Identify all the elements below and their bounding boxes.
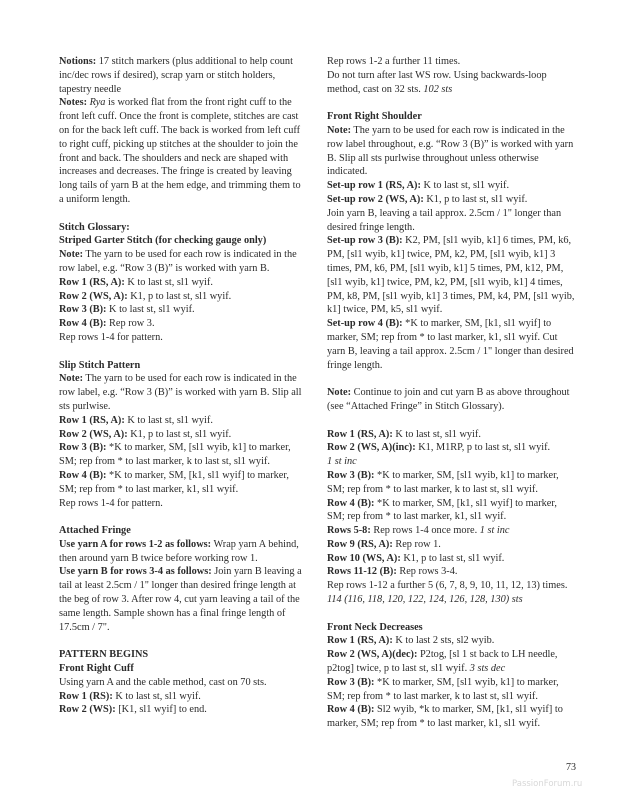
row-text: K to last 2 sts, sl2 wyib. xyxy=(392,635,495,647)
garter-row-2 xyxy=(59,290,303,304)
row-label: Row 2 (WS): xyxy=(59,704,116,716)
row-text: Rep rows 3-4. xyxy=(396,566,458,578)
stitch-count: 114 (116, 118, 120, 122, 124, 126, 128, 130) sts xyxy=(327,594,523,606)
notes-label: Notes: xyxy=(59,97,88,109)
no-turn-text: Do not turn after last WS row. Using backwards-loop method, cast on 32 sts. xyxy=(327,69,547,95)
note-text: The yarn to be used for each row is indicated in the row label throughout, e.g. “Row 3 (B)” is worked with yarn B. Slip all sts purlwise throughout unless otherwise indicated. xyxy=(327,124,574,178)
shoulder-rows-11-12 xyxy=(327,565,577,579)
fringe-yarn-b xyxy=(59,565,303,634)
notions-label: Notions: xyxy=(59,56,97,67)
slip-repeat: Rep rows 1-4 for pattern. xyxy=(59,497,163,509)
note-text: The yarn to be used for each row is indicated in the row label, e.g. “Row 3 (B)” is worked with yarn B. Slip all sts purlwise. xyxy=(59,373,302,412)
setup-row-3 xyxy=(327,234,577,317)
garter-repeat: Rep rows 1-4 for pattern. xyxy=(59,331,163,343)
row-text: [K1, sl1 wyif] to end. xyxy=(115,704,207,716)
shoulder-row-10 xyxy=(327,552,577,566)
page-number: 73 xyxy=(566,762,576,773)
shoulder-row-1 xyxy=(327,428,577,442)
row-text: Rep row 1. xyxy=(392,538,441,550)
row-text: K to last st, sl1 wyif. xyxy=(124,276,213,288)
row-text: *K to marker, SM, [k1, sl1 wyif] to marker, SM; rep from * to last marker, k1, sl1 wyif. Cut yarn B, leaving a tail approx. 2.5cm / 1" longer than desired fringe length. xyxy=(327,318,574,371)
join-yarn-text: Join yarn B, leaving a tail approx. 2.5cm / 1" longer than desired fringe length. xyxy=(327,207,562,233)
slip-heading: Slip Stitch Pattern xyxy=(59,359,141,371)
row-label: Row 4 (B): xyxy=(59,469,107,481)
row-text: K1, p to last st, sl1 wyif. xyxy=(423,193,528,205)
shoulder-heading: Front Right Shoulder xyxy=(327,111,422,123)
row-label: Row 3 (B): xyxy=(327,676,375,688)
row-label: Row 3 (B): xyxy=(59,442,107,454)
setup-row-2 xyxy=(327,193,577,207)
shoulder-row-9 xyxy=(327,538,577,552)
shoulder-row-3 xyxy=(327,469,577,497)
note-label: Note: xyxy=(59,373,84,385)
row-text: K1, M1RP, p to last st, sl1 wyif. xyxy=(415,442,551,454)
notes-text: is worked flat from the front right cuff to the front left cuff. Once the front is complete, stitches are cast on for the back left cuff. The back is worked from left cuff to right cuff, picking up stitches at the shoulder to join the front and back. The shoulders and neck are shaped with increases and decreases. The fringe is created by leaving long tails of yarn B at the hem edge, and trimming them to a uniform length. xyxy=(59,97,301,205)
garter-heading: Striped Garter Stitch (for checking gauge only) xyxy=(59,235,267,247)
shoulder-row-2 xyxy=(327,441,577,469)
row-label: Rows 5-8: xyxy=(327,525,371,537)
row-text: Sl2 wyib, *k to marker, SM, [k1, sl1 wyif] to marker, SM; rep from * to last marker, k1, sl1 wyif. xyxy=(327,704,563,730)
slip-row-1 xyxy=(59,414,303,428)
slip-row-2 xyxy=(59,428,303,442)
cuff-row-1 xyxy=(59,690,303,704)
row-label: Row 2 (WS, A): xyxy=(59,428,128,440)
row-text: *K to marker, SM, [k1, sl1 wyif] to marker, SM; rep from * to last marker, k1, sl1 wyif. xyxy=(59,469,289,495)
shoulder-row-4 xyxy=(327,497,577,525)
row-text: K to last st, sl1 wyif. xyxy=(124,414,213,426)
row-text: K1, p to last st, sl1 wyif. xyxy=(127,290,232,302)
row-label: Row 1 (RS, A): xyxy=(59,414,125,426)
neck-row-1 xyxy=(327,634,577,648)
setup-row-1 xyxy=(327,179,577,193)
rya-name: Rya xyxy=(89,97,106,109)
row-label: Row 1 (RS, A): xyxy=(59,276,125,288)
fringe-yarn-a xyxy=(59,538,303,566)
stitch-count: 3 sts dec xyxy=(469,663,506,675)
stitch-count: 1 st inc xyxy=(479,525,510,537)
row-label: Row 2 (WS, A)(dec): xyxy=(327,649,418,661)
row-label: Row 2 (WS, A)(inc): xyxy=(327,442,416,454)
pattern-heading: PATTERN BEGINS xyxy=(59,649,149,661)
row-text: Wrap yarn A behind, then around yarn B twice before working row 1. xyxy=(59,538,299,564)
no-turn-paragraph xyxy=(327,69,577,97)
fringe-heading: Attached Fringe xyxy=(59,525,131,537)
notes-paragraph xyxy=(59,96,303,206)
garter-row-3 xyxy=(59,303,303,317)
row-label: Row 4 (B): xyxy=(59,318,107,330)
rep-further-text: Rep rows 1-12 a further 5 (6, 7, 8, 9, 10, 11, 12, 13) times. xyxy=(327,580,568,592)
notions-text: 17 stitch markers (plus additional to help count inc/dec rows if desired), scrap yarn or stitch holders, tapestry needle xyxy=(59,56,293,95)
row-label: Row 1 (RS, A): xyxy=(327,428,393,440)
row-text: K to last st, sl1 wyif. xyxy=(112,690,201,702)
row-label: Row 2 (WS, A): xyxy=(59,290,128,302)
row-text: Join yarn B leaving a tail at least 2.5cm / 1" longer than desired fringe length at the beg of row 3. After row 4, cut yarn leaving a tail of the same length. Sample shown has a final fringe length of 17.5cm / 7". xyxy=(59,566,302,633)
neck-row-2 xyxy=(327,648,577,676)
row-label: Set-up row 1 (RS, A): xyxy=(327,180,421,192)
note-label: Note: xyxy=(59,249,84,261)
slip-note xyxy=(59,372,303,413)
watermark: PassionForum.ru xyxy=(512,779,583,789)
row-label: Rows 11-12 (B): xyxy=(327,566,397,578)
right-column xyxy=(327,55,577,731)
slip-row-3 xyxy=(59,441,303,469)
row-label: Set-up row 4 (B): xyxy=(327,318,403,330)
row-text: K1, p to last st, sl1 wyif. xyxy=(400,552,505,564)
row-text: *K to marker, SM, [sl1 wyib, k1] to marker, SM; rep from * to last marker, k to last st, sl1 wyif. xyxy=(327,676,559,702)
row-label: Row 3 (B): xyxy=(59,304,107,316)
row-text: *K to marker, SM, [sl1 wyib, k1] to marker, SM; rep from * to last marker, k to last st, sl1 wyif. xyxy=(327,469,559,495)
row-label: Row 4 (B): xyxy=(327,497,375,509)
continue-note xyxy=(327,386,577,414)
row-text: K1, p to last st, sl1 wyif. xyxy=(127,428,232,440)
row-text: *K to marker, SM, [sl1 wyib, k1] to marker, SM; rep from * to last marker, k to last st, sl1 wyif. xyxy=(59,442,291,468)
rep-further-paragraph xyxy=(327,579,577,607)
slip-row-4 xyxy=(59,469,303,497)
row-label: Row 10 (WS, A): xyxy=(327,552,401,564)
cuff-heading: Front Right Cuff xyxy=(59,663,134,675)
stitch-count: 1 st inc xyxy=(327,456,357,468)
note-text: Continue to join and cut yarn B as above throughout (see “Attached Fringe” in Stitch Glossary). xyxy=(327,387,570,412)
row-text: K to last st, sl1 wyif. xyxy=(392,428,481,440)
rep-rows-text: Rep rows 1-2 a further 11 times. xyxy=(327,56,461,67)
row-label: Row 1 (RS): xyxy=(59,690,113,702)
neck-heading: Front Neck Decreases xyxy=(327,621,423,633)
garter-note xyxy=(59,248,303,276)
stitch-count: 102 sts xyxy=(423,83,453,95)
row-label: Use yarn B for rows 3-4 as follows: xyxy=(59,566,212,578)
neck-row-3 xyxy=(327,676,577,704)
row-text: K to last st, sl1 wyif. xyxy=(420,180,510,192)
row-text: K2, PM, [sl1 wyib, k1] 6 times, PM, k6, PM, [sl1 wyib, k1] twice, PM, k2, PM, [sl1 wyib, k1] 3 times, PM, k6, PM, [sl1 wyib, k1] 5 times, PM, k12, PM, [sl1 wyib, k1] twice, PM, k2, PM, [sl1 wyib, k1] 4 times, PM, k8, PM, [sl1 wyib, k1] 3 times, PM, k4, PM, [sl1 wyib, k1] twice, PM, k5, sl1 wyif. xyxy=(327,235,575,316)
cuff-row-2 xyxy=(59,703,303,717)
row-text: P2tog, [sl 1 st back to LH needle, p2tog] twice, p to last st, sl1 wyif. xyxy=(327,649,558,675)
row-label: Set-up row 3 (B): xyxy=(327,235,403,247)
row-label: Use yarn A for rows 1-2 as follows: xyxy=(59,538,212,550)
garter-row-1 xyxy=(59,276,303,290)
notions-paragraph xyxy=(59,55,303,96)
left-column xyxy=(59,55,303,717)
row-label: Row 3 (B): xyxy=(327,469,375,481)
note-label: Note: xyxy=(327,387,352,399)
row-text: K to last st, sl1 wyif. xyxy=(106,304,195,316)
row-label: Row 1 (RS, A): xyxy=(327,635,393,647)
row-label: Row 9 (RS, A): xyxy=(327,538,393,550)
setup-row-4 xyxy=(327,317,577,372)
cuff-text: Using yarn A and the cable method, cast on 70 sts. xyxy=(59,676,267,688)
row-label: Row 4 (B): xyxy=(327,704,375,716)
row-text: Rep row 3. xyxy=(106,318,155,330)
note-text: The yarn to be used for each row is indicated in the row label, e.g. “Row 3 (B)” is worked with yarn B. xyxy=(59,249,297,274)
shoulder-rows-5-8 xyxy=(327,524,577,538)
note-label: Note: xyxy=(327,124,352,136)
row-label: Set-up row 2 (WS, A): xyxy=(327,193,424,205)
row-text: *K to marker, SM, [k1, sl1 wyif] to marker, SM; rep from * to last marker, k1, sl1 wyif. xyxy=(327,497,557,523)
row-text: Rep rows 1-4 once more. xyxy=(370,525,480,537)
garter-row-4 xyxy=(59,317,303,331)
neck-row-4 xyxy=(327,703,577,731)
shoulder-note xyxy=(327,124,577,179)
glossary-heading: Stitch Glossary: xyxy=(59,221,130,233)
